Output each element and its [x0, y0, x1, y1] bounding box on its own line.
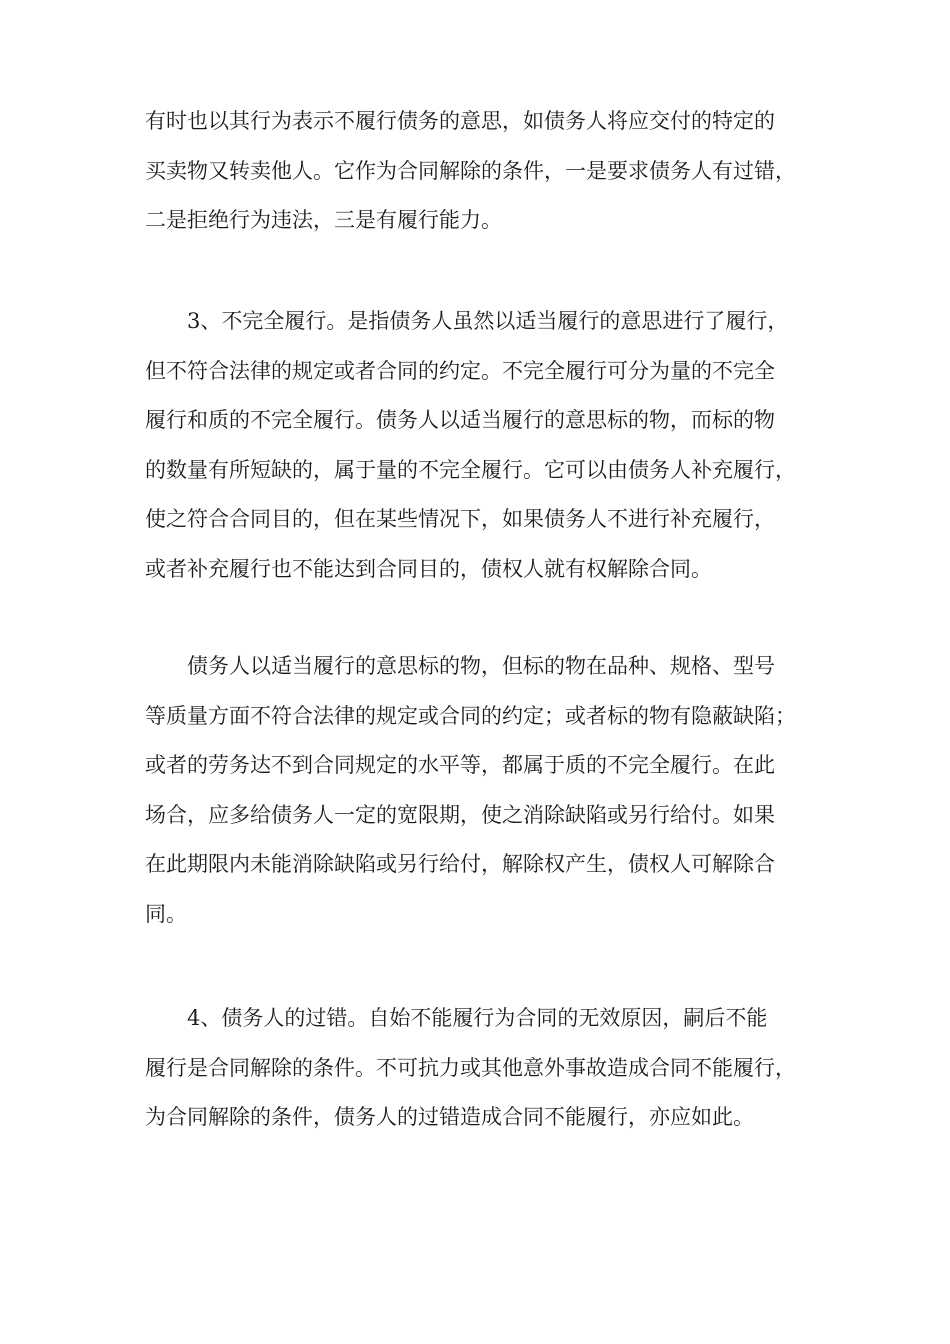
- text-line: 场合，应多给债务人一定的宽限期，使之消除缺陷或另行给付。如果: [145, 802, 775, 827]
- text-line: 使之符合合同目的，但在某些情况下，如果债务人不进行补充履行，: [145, 507, 775, 531]
- text-line: 或者补充履行也不能达到合同目的，债权人就有权解除合同。: [145, 556, 712, 581]
- paragraph-debtor-fault: [145, 994, 825, 1143]
- text-line: 债务人以适当履行的意思标的物，但标的物在品种、规格、型号: [187, 654, 775, 678]
- paragraph-quality-defect: [145, 642, 825, 939]
- text-line: 同。: [145, 901, 187, 926]
- text-line: 等质量方面不符合法律的规定或合同的约定；或者标的物有隐蔽缺陷；: [145, 703, 796, 728]
- text-line: 为合同解除的条件，债务人的过错造成合同不能履行，亦应如此。: [145, 1105, 754, 1129]
- text-line: 履行和质的不完全履行。债务人以适当履行的意思标的物，而标的物: [145, 408, 775, 432]
- text-line: 买卖物又转卖他人。它作为合同解除的条件，一是要求债务人有过错，: [145, 158, 796, 183]
- text-line: 4、债务人的过错。自始不能履行为合同的无效原因，嗣后不能: [187, 1006, 768, 1030]
- text-line: 履行是合同解除的条件。不可抗力或其他意外事故造成合同不能履行，: [145, 1055, 796, 1080]
- text-line: 但不符合法律的规定或者合同的约定。不完全履行可分为量的不完全: [145, 358, 775, 383]
- text-line: 3、不完全履行。是指债务人虽然以适当履行的意思进行了履行，: [187, 309, 789, 333]
- text-line: 有时也以其行为表示不履行债务的意思，如债务人将应交付的特定的: [145, 109, 775, 133]
- text-line: 的数量有所短缺的，属于量的不完全履行。它可以由债务人补充履行，: [145, 457, 796, 482]
- text-line: 二是拒绝行为违法，三是有履行能力。: [145, 208, 502, 232]
- text-line: 在此期限内未能消除缺陷或另行给付，解除权产生，债权人可解除合: [145, 852, 775, 876]
- paragraph-continuation: [145, 97, 825, 246]
- text-line: 或者的劳务达不到合同规定的水平等，都属于质的不完全履行。在此: [145, 753, 775, 777]
- paragraph-incomplete-performance: [145, 297, 825, 594]
